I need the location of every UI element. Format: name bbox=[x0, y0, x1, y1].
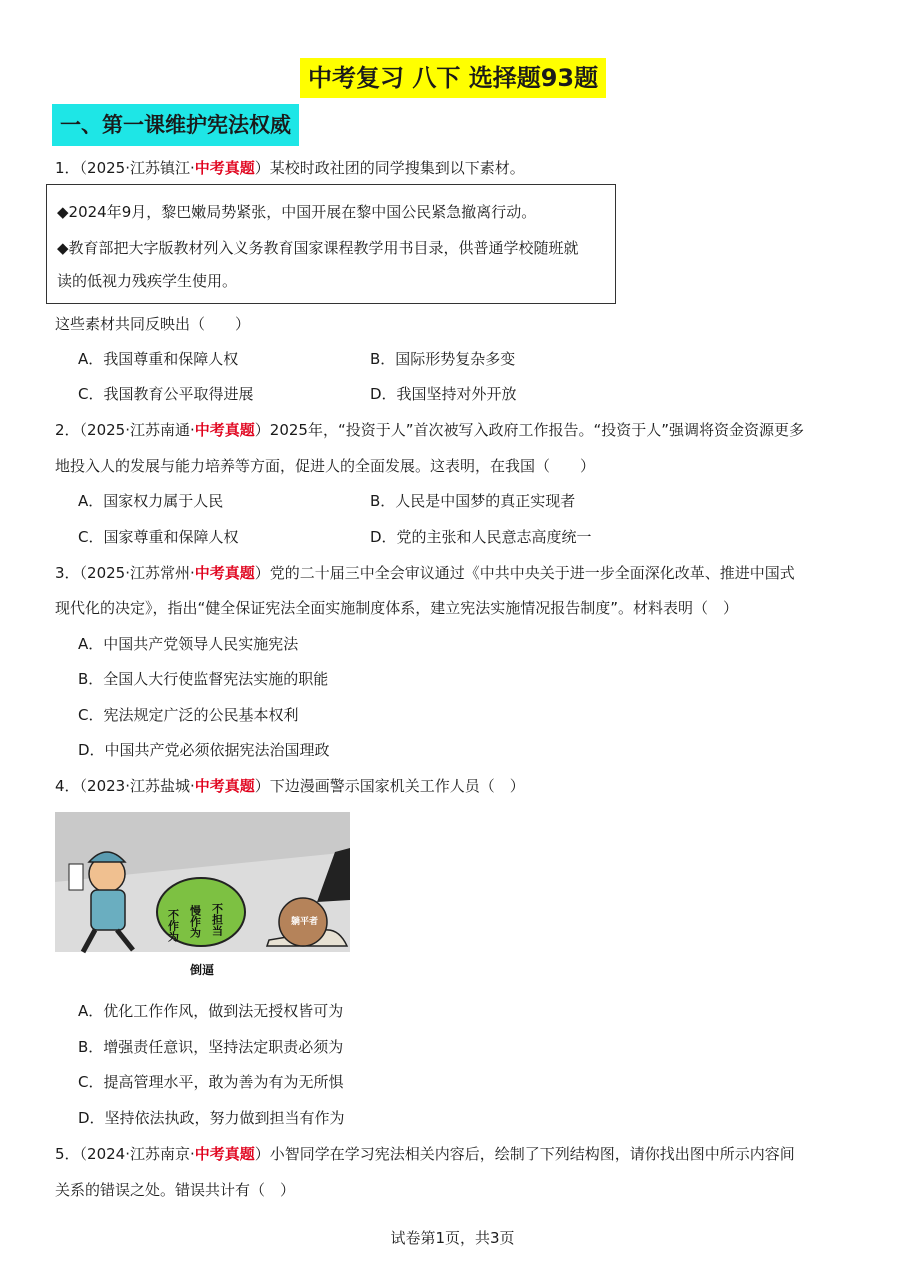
question-4-stem: 4．（2023·江苏盐城·中考真题）下边漫画警示国家机关工作人员（ ） bbox=[55, 777, 525, 795]
question-3-stem-cont: 现代化的决定》，指出“健全保证宪法全面实施制度体系，建立宪法实施情况报告制度”。材料表明（ ） bbox=[55, 599, 739, 617]
question-5-stem-cont: 关系的错误之处。错误共计有（ ） bbox=[55, 1181, 296, 1199]
question-3-stem: 3．（2025·江苏常州·中考真题）党的二十届三中全会审议通过《中共中央关于进一步全面深化改革、推进中国式 bbox=[55, 564, 795, 582]
shell-label: 不担当 bbox=[210, 903, 224, 936]
cartoon-caption: 倒逼 bbox=[189, 963, 215, 977]
section-heading: 一、第一课维护宪法权威 bbox=[52, 104, 299, 146]
page-title: 中考复习 八下 选择题93题 bbox=[300, 58, 606, 98]
question-5-stem: 5．（2024·江苏南京·中考真题）小智同学在学习宪法相关内容后，绘制了下列结构图，请你找出图中所示内容间 bbox=[55, 1145, 795, 1163]
page-footer: 试卷第1页，共3页 bbox=[390, 1229, 515, 1247]
shell-label: 不作为 bbox=[166, 909, 180, 942]
source-tag: 中考真题 bbox=[194, 777, 255, 795]
question-2-stem: 2．（2025·江苏南通·中考真题）2025年，“投资于人”首次被写入政府工作报告。“投资于人”强调将资金资源更多 bbox=[55, 421, 805, 439]
source-tag: 中考真题 bbox=[194, 159, 255, 177]
material-line: ◆教育部把大字版教材列入义务教育国家课程教学用书目录，供普通学校随班就 bbox=[57, 239, 579, 257]
option-c: C．宪法规定广泛的公民基本权利 bbox=[78, 706, 299, 724]
option-a: A．优化工作作风，做到法无授权皆可为 bbox=[78, 1002, 344, 1020]
option-c: C．国家尊重和保障人权 bbox=[78, 528, 239, 546]
material-line: ◆2024年9月，黎巴嫩局势紧张，中国开展在黎中国公民紧急撤离行动。 bbox=[57, 203, 537, 221]
option-b: B．人民是中国梦的真正实现者 bbox=[370, 492, 576, 510]
question-1-stem: 1．（2025·江苏镇江·中考真题）某校时政社团的同学搜集到以下素材。 bbox=[55, 159, 525, 177]
cartoon-image bbox=[55, 812, 350, 980]
option-a: A．中国共产党领导人民实施宪法 bbox=[78, 635, 299, 653]
option-b: B．国际形势复杂多变 bbox=[370, 350, 516, 368]
material-box bbox=[46, 184, 616, 304]
option-a: A．我国尊重和保障人权 bbox=[78, 350, 239, 368]
option-d: D．我国坚持对外开放 bbox=[370, 385, 517, 403]
snail-label: 躺平者 bbox=[291, 917, 319, 927]
option-a: A．国家权力属于人民 bbox=[78, 492, 224, 510]
option-d: D．坚持依法执政，努力做到担当有作为 bbox=[78, 1109, 345, 1127]
source-tag: 中考真题 bbox=[194, 1145, 255, 1163]
option-d: D．中国共产党必须依据宪法治国理政 bbox=[78, 741, 330, 759]
option-b: B．增强责任意识，坚持法定职责必须为 bbox=[78, 1038, 344, 1056]
source-tag: 中考真题 bbox=[194, 564, 255, 582]
question-1-prompt: 这些素材共同反映出（ ） bbox=[55, 315, 251, 333]
option-c: C．提高管理水平，敢为善为有为无所惧 bbox=[78, 1073, 344, 1091]
material-line: 读的低视力残疾学生使用。 bbox=[57, 272, 238, 290]
option-b: B．全国人大行使监督宪法实施的职能 bbox=[78, 670, 329, 688]
option-c: C．我国教育公平取得进展 bbox=[78, 385, 254, 403]
shell-label: 慢作为 bbox=[188, 905, 202, 938]
question-2-stem-cont: 地投入人的发展与能力培养等方面，促进人的全面发展。这表明，在我国（ ） bbox=[55, 457, 596, 475]
option-d: D．党的主张和人民意志高度统一 bbox=[370, 528, 592, 546]
source-tag: 中考真题 bbox=[194, 421, 255, 439]
